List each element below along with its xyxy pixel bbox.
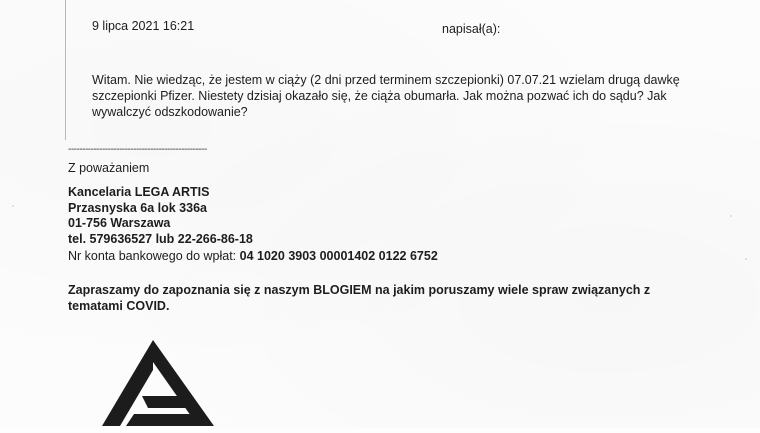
bank-account-line <box>68 248 438 264</box>
message-line: wywalczyć odszkodowanie? <box>92 105 248 119</box>
signature-regards: Z poważaniem <box>68 161 150 175</box>
firm-name: Kancelaria LEGA ARTIS <box>68 185 210 199</box>
quote-divider <box>65 0 66 140</box>
firm-city: 01-756 Warszawa <box>68 216 171 230</box>
scan-speck <box>12 205 14 207</box>
signature-separator: ------------------------------------------------- <box>68 144 207 155</box>
email-message <box>92 72 712 120</box>
message-line: Witam. Nie wiedząc, że jestem w ciąży (2 dni przed terminem szczepionki) 07.07.21 wzielam drugą dawkę <box>92 73 680 87</box>
firm-street: Przasnyska 6a lok 336a <box>68 200 207 215</box>
email-date: 9 lipca 2021 16:21 <box>92 19 195 33</box>
invite-line: Zapraszamy do zapoznania się z naszym BLOGIEM na jakim poruszamy wiele spraw związanych z <box>68 283 651 297</box>
message-line: szczepionki Pfizer. Niestety dzisiaj okazało się, że ciąża obumarła. Jak można pozwać ich do sądu? Jak <box>92 89 667 103</box>
firm-address-block <box>68 185 253 247</box>
email-wrote-label: napisał(a): <box>442 22 501 36</box>
invite-line: tematami COVID. <box>68 299 170 313</box>
scan-speck <box>745 258 747 260</box>
firm-phone: tel. 579636527 lub 22-266-86-18 <box>68 231 253 246</box>
lega-artis-triangle-logo-icon <box>98 338 218 433</box>
bank-account-number: 04 1020 3903 00001402 0122 6752 <box>239 249 438 263</box>
blog-invitation <box>68 282 708 314</box>
scan-speck <box>730 215 732 217</box>
bank-label: Nr konta bankowego do wpłat: <box>68 249 237 263</box>
